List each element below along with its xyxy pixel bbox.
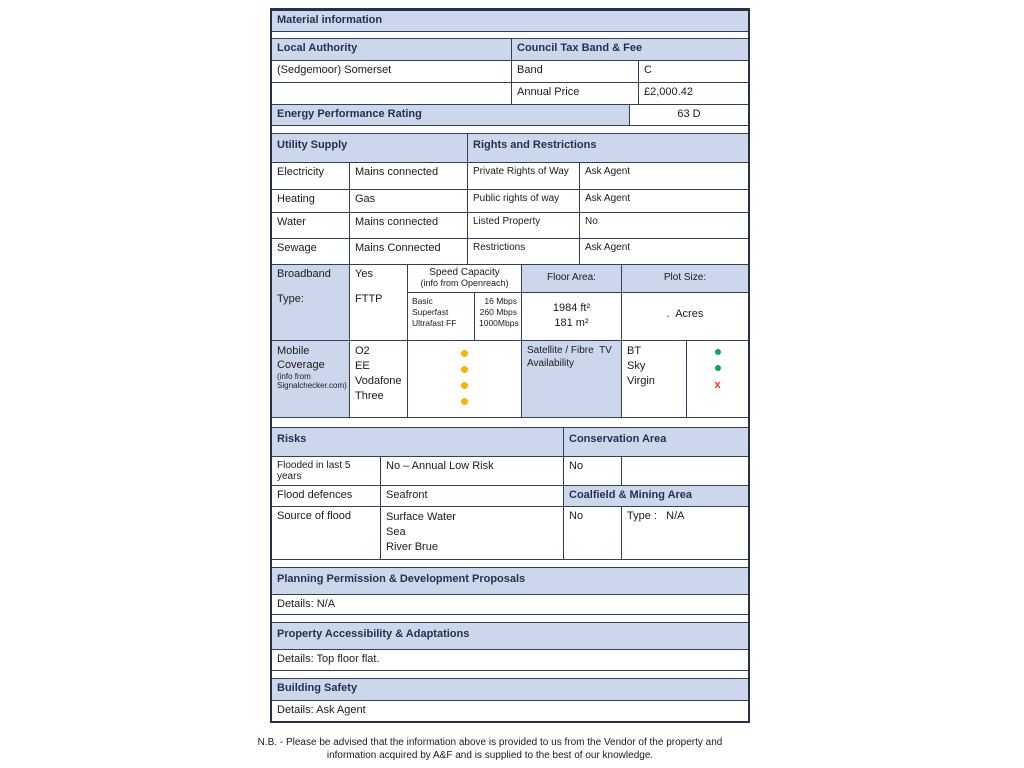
broadband-value: Yes (355, 268, 373, 280)
speed-capacity-cell (408, 265, 522, 340)
local-authority-value: (Sedgemoor) Somerset (272, 61, 512, 82)
flood-source-row (272, 507, 748, 560)
utility-row-water (272, 213, 748, 239)
document-title-row (272, 11, 748, 32)
coalfield-type-value: Type : N/A (627, 510, 685, 522)
annual-price-value: £2,000.42 (644, 86, 693, 98)
section-spacer (272, 32, 748, 39)
flood-source-river-brue: River Brue (386, 541, 438, 553)
flood-source-surface-water: Surface Water (386, 511, 456, 523)
accessibility-details: Details: Top floor flat. (277, 653, 380, 665)
satellite-tv-header-1: Satellite / Fibre TV (527, 345, 612, 356)
electricity-value: Mains connected (350, 163, 468, 189)
building-safety-header-row (272, 679, 748, 701)
flooded-row (272, 457, 748, 486)
utility-row-heating (272, 190, 748, 213)
disclaimer-line-2: information acquired by A&F and is supplied to the best of our knowledge. (326, 750, 654, 761)
mobile-coverage-row (272, 341, 748, 418)
accessibility-details-row (272, 650, 748, 671)
coverage-label: Coverage (277, 359, 325, 371)
signal-amber-dot-icon (461, 382, 468, 389)
tv-provider-bt: BT (627, 345, 642, 357)
local-authority-header: Local Authority (272, 39, 512, 60)
signal-amber-dot-icon (461, 398, 468, 405)
flood-defences-label: Flood defences (272, 486, 381, 506)
rights-restrictions-header: Rights and Restrictions (468, 134, 748, 162)
status-red-x-icon: x (714, 379, 721, 391)
signal-amber-dot-icon (461, 350, 468, 357)
flood-source-values (381, 507, 564, 559)
council-tax-header: Council Tax Band & Fee (512, 39, 748, 60)
disclaimer-note (230, 736, 750, 762)
mobile-providers-cell (350, 341, 408, 417)
energy-performance-label: Energy Performance Rating (272, 105, 630, 125)
water-label: Water (272, 213, 350, 238)
speed-capacity-source: (info from Openreach) (420, 278, 509, 288)
plot-size-header: Plot Size: (622, 265, 748, 293)
speed-tier-basic: Basic (412, 296, 433, 306)
coalfield-value: No (564, 507, 622, 559)
document-title: Material information (277, 14, 383, 26)
mobile-note-1: (info from (277, 372, 311, 381)
water-value: Mains connected (350, 213, 468, 238)
public-rights-label: Public rights of way (468, 190, 580, 212)
restrictions-label: Restrictions (468, 239, 580, 264)
band-row (272, 61, 748, 83)
status-green-dot-icon (715, 349, 721, 355)
flood-source-sea: Sea (386, 526, 406, 538)
floor-area-ft: 1984 ft² (552, 302, 591, 314)
floor-area-value (522, 293, 621, 340)
plot-size-cell (622, 265, 748, 340)
signal-amber-dot-icon (461, 366, 468, 373)
accessibility-header-row (272, 623, 748, 650)
broadband-type-value: FTTP (355, 293, 383, 305)
utility-row-sewage (272, 239, 748, 265)
epr-row (272, 105, 748, 126)
speed-tier-superfast: Superfast (412, 307, 449, 317)
section-spacer (272, 126, 748, 134)
tv-status-cell (687, 341, 748, 417)
tv-provider-sky: Sky (627, 360, 646, 372)
flood-defences-value: Seafront (381, 486, 564, 506)
conservation-area-header: Conservation Area (564, 428, 748, 456)
mobile-label: Mobile (277, 345, 310, 357)
planning-permission-header: Planning Permission & Development Proposals (277, 573, 526, 585)
speed-capacity-title: Speed Capacity (429, 267, 500, 278)
coalfield-mining-header: Coalfield & Mining Area (564, 486, 748, 506)
flood-source-label: Source of flood (272, 507, 381, 559)
risks-header: Risks (272, 428, 564, 456)
broadband-row (272, 265, 748, 341)
listed-property-value: No (585, 216, 598, 227)
broadband-value-cell (350, 265, 408, 340)
building-safety-details-row (272, 701, 748, 721)
flooded-label: Flooded in last 5 years (272, 457, 381, 485)
speed-value-superfast: 260 Mbps (479, 307, 517, 317)
section-spacer (272, 418, 748, 428)
sewage-value: Mains Connected (350, 239, 468, 264)
section-spacer (272, 615, 748, 623)
building-safety-header: Building Safety (277, 682, 358, 694)
section-spacer (272, 560, 748, 568)
utility-header-row (272, 134, 748, 163)
energy-performance-value: 63 D (677, 108, 701, 120)
accessibility-header: Property Accessibility & Adaptations (277, 628, 470, 640)
annual-price-label: Annual Price (512, 83, 639, 104)
risks-header-row (272, 428, 748, 457)
authority-header-row (272, 39, 748, 61)
provider-three: Three (355, 390, 384, 402)
flooded-value: No – Annual Low Risk (381, 457, 564, 485)
private-rights-label: Private Rights of Way (468, 163, 580, 189)
utility-supply-header: Utility Supply (272, 134, 468, 162)
band-label: Band (512, 61, 639, 82)
restrictions-value: Ask Agent (585, 242, 631, 253)
heating-label: Heating (272, 190, 350, 212)
listed-property-label: Listed Property (468, 213, 580, 238)
tv-provider-virgin: Virgin (627, 375, 655, 387)
band-value: C (644, 64, 652, 76)
disclaimer-line-1: N.B. - Please be advised that the information above is provided to us from the Vendor of the property and (257, 737, 723, 748)
tv-providers-cell (622, 341, 687, 417)
speed-capacity-values (408, 293, 521, 340)
speed-capacity-header (408, 265, 521, 293)
speed-value-ultrafast: 1000Mbps (479, 318, 519, 328)
satellite-tv-header-cell (522, 341, 622, 417)
satellite-tv-header-2: Availability (527, 358, 575, 369)
speed-tier-list (408, 293, 475, 340)
annual-price-row (272, 83, 748, 105)
provider-ee: EE (355, 360, 370, 372)
conservation-area-value: No (564, 457, 622, 485)
empty-cell (272, 83, 512, 104)
utility-row-electricity (272, 163, 748, 190)
building-safety-details: Details: Ask Agent (277, 704, 366, 716)
floor-area-cell (522, 265, 622, 340)
mobile-note-2: Signalchecker.com) (277, 381, 347, 390)
mobile-coverage-label-cell (272, 341, 350, 417)
provider-o2: O2 (355, 345, 370, 357)
electricity-label: Electricity (272, 163, 350, 189)
broadband-label-cell (272, 265, 350, 340)
planning-details: Details: N/A (277, 598, 336, 610)
speed-value-list (475, 293, 521, 340)
sewage-label: Sewage (272, 239, 350, 264)
section-spacer (272, 671, 748, 679)
floor-area-m: 181 m² (554, 317, 589, 329)
status-green-dot-icon (715, 365, 721, 371)
mobile-signal-cell (408, 341, 522, 417)
broadband-label: Broadband (277, 268, 331, 280)
material-information-document (270, 8, 750, 723)
plot-size-value: . Acres (666, 308, 704, 320)
speed-value-basic: 16 Mbps (484, 296, 517, 306)
heating-value: Gas (350, 190, 468, 212)
private-rights-value: Ask Agent (585, 166, 631, 177)
planning-header-row (272, 568, 748, 595)
floor-area-header: Floor Area: (522, 265, 621, 293)
planning-details-row (272, 595, 748, 615)
provider-vodafone: Vodafone (355, 375, 402, 387)
speed-tier-ultrafast: Ultrafast FF (412, 318, 457, 328)
public-rights-value: Ask Agent (585, 193, 631, 204)
flood-defences-row (272, 486, 748, 507)
broadband-type-label: Type: (277, 293, 304, 305)
empty-cell (622, 457, 748, 485)
